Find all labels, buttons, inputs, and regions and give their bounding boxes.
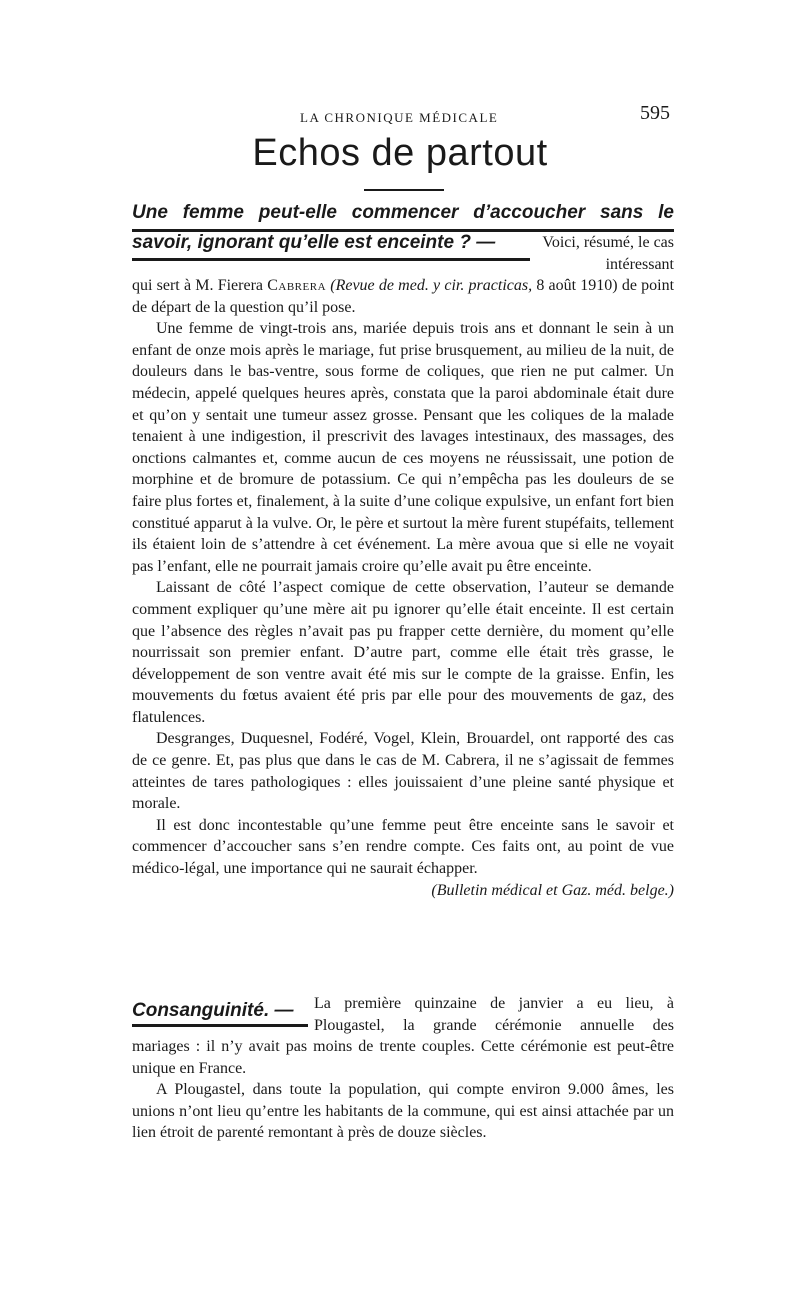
page-number: 595: [640, 102, 670, 124]
article1-run-in: Voici, résumé, le cas intéressant: [542, 234, 674, 273]
p1-after: 8 août 1910) de point de départ de la question qu’il pose.: [132, 277, 675, 316]
article1-paragraph-5: Il est donc incontestable qu’une femme peut être enceinte sans le savoir et commencer d’accoucher sans s’en rendre compte. Ces faits ont, au point de vue médico-légal, une importance qui ne saurait échapper.: [132, 816, 674, 878]
article1-body: [132, 275, 674, 901]
article1-heading-line2: savoir, ignorant qu’elle est enceinte ? —: [132, 232, 496, 253]
article2-heading-rule: [132, 1024, 308, 1027]
author-name: Cabrera: [267, 277, 327, 294]
article1-heading: [132, 202, 674, 224]
article1-paragraph-2: Une femme de vingt-trois ans, mariée depuis trois ans et donnant le sein à un enfant de onze mois après le mariage, fut prise brusquement, au milieu de la nuit, de douleurs dans le bas-ventre, sous forme de coliques, que rien ne put calmer. Un médecin, appelé quelques heures après, constata que la paroi abdominale était dure et qu’on y sentait une tumeur assez grosse. Pensant que les coliques de la malade tenaient à une indigestion, il prescrivit des lavages intestinaux, des massages, des onctions calmantes et, comme aucun de ces moyens ne réussissait, une potion de morphine et de bromure de potassium. Ce qui n’empêcha pas les douleurs de se faire plus fortes et, finalement, à la suite d’une colique expulsive, un enfant fort bien constitué apparut à la vulve. Or, le père et surtout la mère furent stupéfaits, tellement ils étaient loin de s’attendre à cet événement. La mère avoua que si elle ne voyait pas l’enfant, elle ne pourrait jamais croire qu’elle avait pu être enceinte.: [132, 320, 674, 575]
article1-paragraph-4: Desgranges, Duquesnel, Fodéré, Vogel, Klein, Brouardel, ont rapporté des cas de ce genre. Et, pas plus que dans le cas de M. Cabrera, il ne s’agissait de femmes atteintes de tares pathologiques : elles jouissaient d’une pleine santé physique et morale.: [132, 730, 674, 813]
title-rule: [364, 189, 444, 191]
article2-paragraph-1: mariages : il n’y avait pas moins de trente couples. Cette cérémonie est peut-être unique en France.: [132, 1038, 674, 1077]
article1-heading-rule-2: [132, 258, 530, 261]
running-head: LA CHRONIQUE MÉDICALE: [300, 110, 499, 125]
page-title: Echos de partout: [252, 132, 548, 174]
article1-paragraph-3: Laissant de côté l’aspect comique de cette observation, l’auteur se demande comment expliquer qu’une mère ait pu ignorer qu’elle était enceinte. Il est certain que l’absence des règles n’avait pas pu frapper cette dernière, du moment qu’elle nourrissait son premier enfant. D’autre part, comme elle était très grasse, le développement de son ventre avait été mis sur le compte de la graisse. Enfin, les mouvements du fœtus avaient été pris par elle pour des mouvements de gaz, des flatulences.: [132, 579, 674, 726]
article1-source: (Bulletin médical et Gaz. méd. belge.): [431, 881, 674, 899]
p1-source: (Revue de med. y cir. practicas,: [330, 277, 533, 294]
article2-run-in: [314, 993, 674, 1036]
article2-run-line2: Plougastel, la grande cérémonie annuelle des: [314, 1016, 674, 1034]
p1-before: qui sert à M. Fierera: [132, 277, 264, 294]
article1-heading-line1: Une femme peut-elle commencer d’accoucher sans le: [132, 202, 674, 223]
article2-paragraph-2: A Plougastel, dans toute la population, qui compte environ 9.000 âmes, les unions n’ont lieu qu’entre les habitants de la commune, qui est ainsi attachée par un lien étroit de parenté remontant à près de douze siècles.: [132, 1081, 674, 1142]
article2-heading: Consanguinité. —: [132, 1000, 294, 1021]
article2-run-line1: La première quinzaine de janvier a eu lieu, à: [314, 995, 674, 1012]
article1-paragraph-1: [132, 275, 674, 318]
article2-body: [132, 1036, 674, 1144]
